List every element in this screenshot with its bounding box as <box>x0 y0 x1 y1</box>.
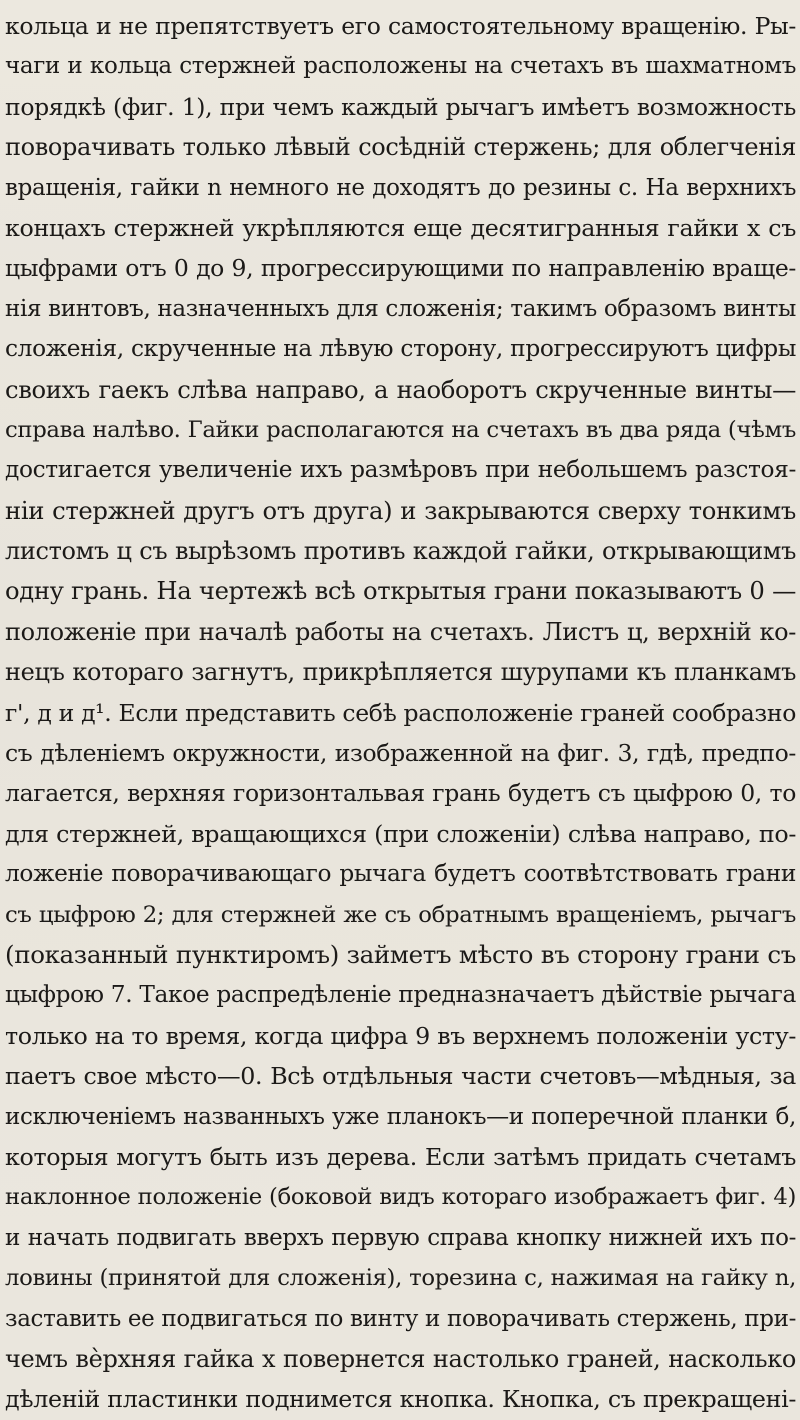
text-line: поворачивать только лѣвый сосѣдній стержень; для облегченія <box>5 133 796 162</box>
text-line: листомъ ц съ вырѣзомъ противъ каждой гайки, открывающимъ <box>5 537 796 566</box>
text-line: своихъ гаекъ слѣва направо, а наоборотъ скрученные винты— <box>5 374 796 404</box>
text-line: кольца и не препятствуетъ его самостоятельному вращенію. Ры- <box>5 12 796 40</box>
text-line: съ дѣленіемъ окружности, изображенной на фиг. 3, гдѣ, предпо- <box>5 739 796 768</box>
text-line: исключеніемъ названныхъ уже планокъ—и поперечной планки б, <box>5 1103 796 1130</box>
text-line: нецъ котораго загнутъ, прикрѣпляется шурупами къ планкамъ <box>5 658 796 687</box>
text-line: сложенія, скрученные на лѣвую сторону, прогрессируютъ цифры <box>5 335 796 363</box>
text-line: достигается увеличеніе ихъ размѣровъ при небольшемъ разстоя- <box>5 456 796 484</box>
text-line: чаги и кольца стержней расположены на счетахъ въ шахматномъ <box>5 53 796 80</box>
text-line: нія винтовъ, назначенныхъ для сложенія; такимъ образомъ винты <box>5 295 796 322</box>
text-line: чемъ вѐрхняя гайка x повернется настолько граней, насколько <box>5 1344 796 1373</box>
text-line: ніи стержней другъ отъ друга) и закрываются сверху тонкимъ <box>5 495 796 525</box>
text-line: съ цыфрою 2; для стержней же съ обратнымъ вращеніемъ, рычагъ <box>5 901 796 928</box>
text-line: концахъ стержней укрѣпляются еще десятигранныя гайки x съ <box>5 213 796 242</box>
text-line: ловины (принятой для сложенія), торезина c, нажимая на гайку n, <box>5 1265 796 1292</box>
text-line: г', д и д¹. Если представить себѣ расположеніе граней сообразно <box>5 698 796 727</box>
text-line: ложеніе поворачивающаго рычага будетъ соотвѣтствовать грани <box>5 860 796 888</box>
body-text <box>5 6 796 1420</box>
text-line: заставить ее подвигаться по винту и поворачивать стержень, при- <box>5 1305 797 1332</box>
text-line: паетъ свое мѣсто—0. Всѣ отдѣльныя части счетовъ—мѣдныя, за <box>5 1062 796 1091</box>
text-line: дѣленій пластинки поднимется кнопка. Кнопка, съ прекращені- <box>5 1385 796 1414</box>
text-line: которыя могутъ быть изъ дерева. Если затѣмъ придать счетамъ <box>5 1142 796 1171</box>
text-line: только на то время, когда цифра 9 въ верхнемъ положеніи усту- <box>5 1021 796 1050</box>
text-line: наклонное положеніе (боковой видъ котораго изображаетъ фиг. 4) <box>5 1184 796 1211</box>
text-line: и начать подвигать вверхъ первую справа кнопку нижней ихъ по- <box>5 1224 796 1251</box>
text-line: положеніе при началѣ работы на счетахъ. Листъ ц, верхній ко- <box>5 617 796 646</box>
text-line: одну грань. На чертежѣ всѣ открытыя грани показываютъ 0 — <box>5 576 796 606</box>
text-line: вращенія, гайки n немного не доходятъ до резины c. На верхнихъ <box>5 174 796 201</box>
text-line: справа налѣво. Гайки располагаются на счетахъ въ два ряда (чѣмъ <box>5 416 796 443</box>
text-line: цыфрою 7. Такое распредѣленіе предназначаетъ дѣйствіе рычага <box>5 981 796 1009</box>
text-line: (показанный пунктиромъ) займетъ мѣсто въ сторону грани съ <box>5 939 796 969</box>
text-line: для стержней, вращающихся (при сложеніи) слѣва направо, по- <box>5 819 796 848</box>
text-line: лагается, верхняя горизонтальвая грань будетъ съ цыфрою 0, то <box>5 779 796 808</box>
text-line: цыфрами отъ 0 до 9, прогрессирующими по направленію враще- <box>5 254 796 283</box>
text-line: порядкѣ (фиг. 1), при чемъ каждый рычагъ имѣетъ возможность <box>5 92 796 121</box>
